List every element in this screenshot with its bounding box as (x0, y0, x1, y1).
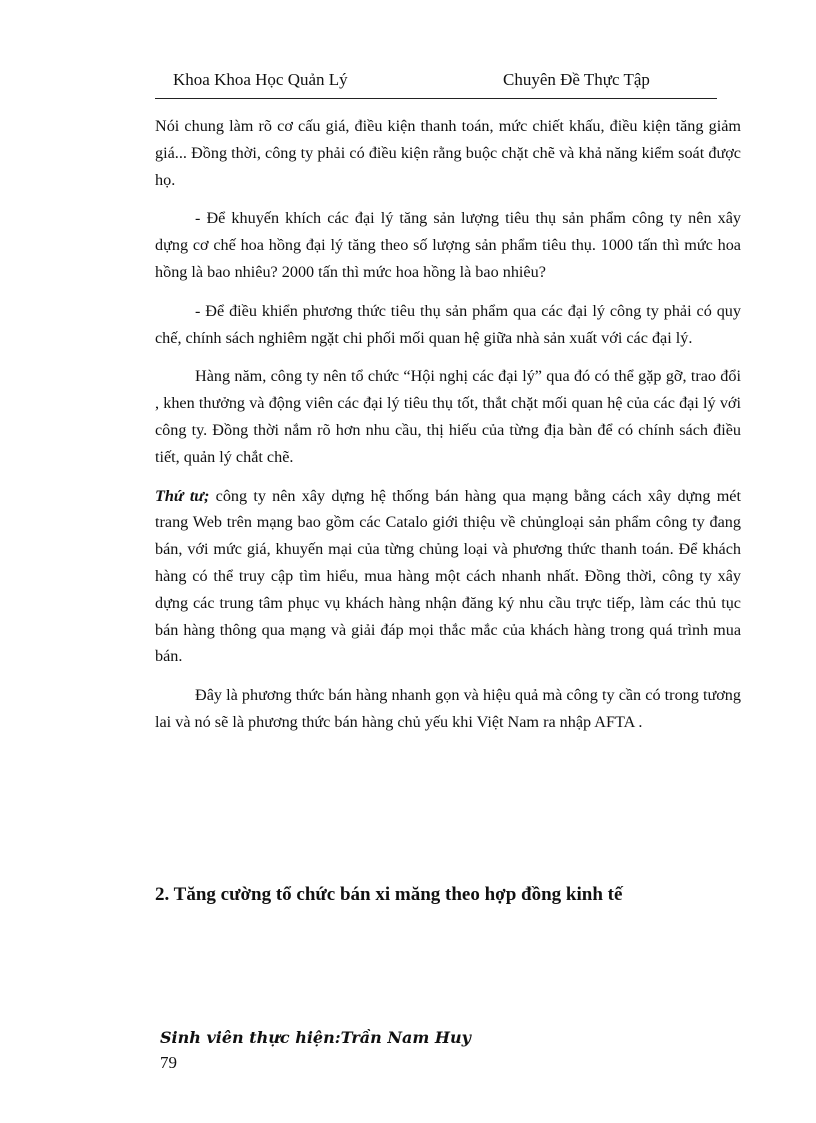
footer-author: Sinh viên thực hiện:Trần Nam Huy (160, 1028, 471, 1047)
section-heading: 2. Tăng cường tổ chức bán xi măng theo hợp đồng kinh tế (155, 884, 623, 905)
paragraph-1 (155, 113, 741, 193)
header-faculty: Khoa Khoa Học Quản Lý (173, 70, 348, 89)
page-header (155, 70, 717, 99)
paragraph-2-text: - Để khuyến khích các đại lý tăng sản lượng tiêu thụ sản phẩm công ty nên xây dựng cơ chế hoa hồng đại lý tăng theo số lượng sản phẩm tiêu thụ. 1000 tấn thì mức hoa hồng là bao nhiêu? 2000 tấn thì mức hoa hồng là bao nhiêu? (155, 209, 741, 281)
paragraph-6 (155, 682, 741, 736)
paragraph-6-text: Đây là phương thức bán hàng nhanh gọn và hiệu quả mà công ty cần có trong tương lai và nó sẽ là phương thức bán hàng chủ yếu khi Việt Nam ra nhập AFTA . (155, 686, 741, 731)
paragraph-5 (155, 483, 741, 671)
header-report-title: Chuyên Đề Thực Tập (503, 70, 650, 89)
paragraph-3 (155, 298, 741, 352)
paragraph-4 (155, 363, 741, 470)
paragraph-1-text: Nói chung làm rõ cơ cấu giá, điều kiện thanh toán, mức chiết khấu, điều kiện tăng giảm giá... Đồng thời, công ty phải có điều kiện rằng buộc chặt chẽ và khả năng kiểm soát được họ. (155, 117, 741, 189)
paragraph-3-text: - Để điều khiển phương thức tiêu thụ sản phẩm qua các đại lý công ty phải có quy chế, chính sách nghiêm ngặt chi phối mối quan hệ giữa nhà sản xuất với các đại lý. (155, 301, 741, 347)
body-text (155, 113, 741, 748)
paragraph-5-text: công ty nên xây dựng hệ thống bán hàng qua mạng bằng cách xây dựng mét trang Web trên mạng bao gồm các Catalo giới thiệu về chủngloại sản phẩm công ty đang bán, với mức giá, khuyến mại của từng chủng loại và phương thức thanh toán. Để khách hàng có thể truy cập tìm hiểu, mua hàng một cách nhanh nhất. Đồng thời, công ty xây dựng các trung tâm phục vụ khách hàng nhận đăng ký nhu cầu trực tiếp, làm các thủ tục bán hàng thông qua mạng và giải đáp mọi thắc mắc của khách hàng trong quá trình mua bán. (155, 486, 741, 666)
page-number: 79 (160, 1053, 177, 1072)
paragraph-5-lead: Thứ tư; (155, 486, 210, 505)
paragraph-4-text: Hàng năm, công ty nên tổ chức “Hội nghị các đại lý” qua đó có thể gặp gỡ, trao đổi , khen thưởng và động viên các đại lý tiêu thụ tốt, thắt chặt mối quan hệ của các đại lý với công ty. Đồng thời nắm rõ hơn nhu cầu, thị hiếu của từng địa bàn để có chính sách điều tiết, quản lý chắt chẽ. (155, 367, 741, 466)
paragraph-2 (155, 205, 741, 285)
